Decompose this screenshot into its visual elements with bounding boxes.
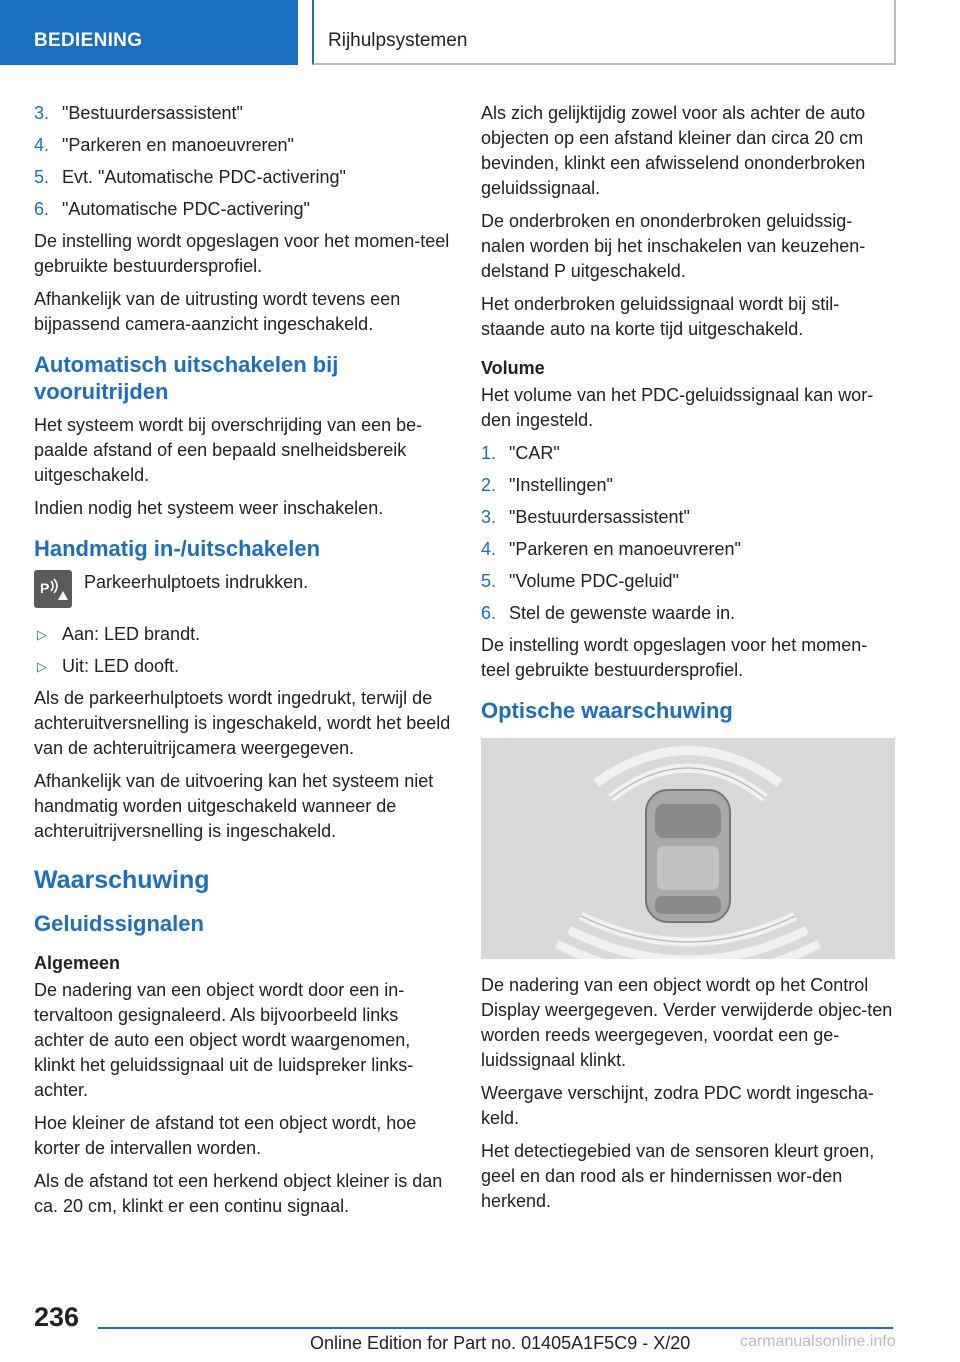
- paragraph: De nadering van een object wordt door een in-tervaltoon gesignaleerd. Als bijvoorbeeld links achter de auto een object wordt waargenomen, klinkt het geluidssignaal uit de luidspreker links-achter.: [34, 980, 414, 1100]
- heading-warning: Waarschuwing: [34, 866, 210, 894]
- left-column: [34, 101, 452, 1227]
- paragraph: Het detectiegebied van de sensoren kleurt groen, geel en dan rood als er hindernissen wor-den herkend.: [481, 1141, 875, 1211]
- key-instruction-text: Parkeerhulptoets indrukken.: [84, 572, 309, 592]
- heading-volume: Volume: [481, 358, 545, 378]
- heading-general: Algemeen: [34, 953, 121, 973]
- list-item: 4. "Parkeren en manoeuvreren": [34, 135, 294, 155]
- list-item: ▷ Aan: LED brandt.: [34, 622, 452, 647]
- heading-optical: Optische waarschuwing: [481, 698, 733, 723]
- list-item: 4. "Parkeren en manoeuvreren": [481, 539, 741, 559]
- section-tab: [0, 0, 298, 65]
- paragraph: Hoe kleiner de afstand tot een object wordt, hoe korter de intervallen worden.: [34, 1113, 417, 1158]
- paragraph: Het systeem wordt bij overschrijding van een be-paalde afstand of een bepaald snelheidsbereik uitgeschakeld.: [34, 415, 423, 485]
- edition-text: Online Edition for Part no. 01405A1F5C9 - X/20: [310, 1333, 691, 1353]
- pdc-display-figure: [481, 738, 895, 959]
- watermark: carmanualsonline.info: [740, 1333, 896, 1350]
- paragraph: Het volume van het PDC-geluidssignaal kan wor-den ingesteld.: [481, 385, 874, 430]
- heading-manual: Handmatig in-/uitschakelen: [34, 536, 321, 561]
- chapter-title: Rijhulpsystemen: [328, 30, 468, 51]
- list-item: 3. "Bestuurdersassistent": [481, 507, 690, 527]
- paragraph: De instelling wordt opgeslagen voor het momen-teel gebruikte bestuurdersprofiel.: [481, 635, 868, 680]
- triangle-right-icon: ▷: [37, 659, 47, 674]
- paragraph: Indien nodig het systeem weer inschakelen.: [34, 498, 384, 518]
- paragraph: De onderbroken en ononderbroken geluidssig-nalen worden bij het inschakelen van keuzehen-delstand P uitgeschakeld.: [481, 211, 866, 281]
- paragraph: De nadering van een object wordt op het Control Display weergegeven. Verder verwijderde objec-ten worden reeds weergegeven, voordat een ge-luidssignaal klinkt.: [481, 975, 893, 1070]
- triangle-right-icon: ▷: [37, 627, 47, 642]
- paragraph: Als zich gelijktijdig zowel voor als achter de auto objecten op een afstand kleiner dan circa 20 cm bevinden, klinkt een afwisselend ononderbroken geluidssignaal.: [481, 103, 866, 198]
- list-item: 3. "Bestuurdersassistent": [34, 103, 243, 123]
- svg-text:P: P: [40, 580, 50, 596]
- list-item: 2. "Instellingen": [481, 475, 613, 495]
- chapter-tab: [312, 0, 896, 65]
- paragraph: Als de afstand tot een herkend object kleiner is dan ca. 20 cm, klinkt er een continu signaal.: [34, 1171, 443, 1216]
- heading-auto-off: Automatisch uitschakelen bij vooruitrijden: [34, 352, 339, 404]
- paragraph: Het onderbroken geluidssignaal wordt bij stil-staande auto na korte tijd uitgeschakeld.: [481, 294, 840, 339]
- page-number: 236: [34, 1302, 80, 1332]
- key-instruction: [34, 570, 452, 608]
- heading-sound: Geluidssignalen: [34, 911, 204, 936]
- list-item: 1. "CAR": [481, 443, 560, 463]
- list-item: ▷ Uit: LED dooft.: [34, 654, 452, 679]
- right-column: [481, 101, 895, 1222]
- paragraph: De instelling wordt opgeslagen voor het momen-teel gebruikte bestuurdersprofiel.: [34, 231, 450, 276]
- paragraph: Als de parkeerhulptoets wordt ingedrukt, terwijl de achteruitversnelling is ingeschakeld, wordt het beeld van de achteruitrijcamera weergegeven.: [34, 688, 451, 758]
- parking-assist-icon: [34, 570, 72, 608]
- paragraph: Afhankelijk van de uitrusting wordt tevens een bijpassend camera-aanzicht ingeschakeld.: [34, 289, 401, 334]
- paragraph: Weergave verschijnt, zodra PDC wordt ingescha-keld.: [481, 1083, 874, 1128]
- paragraph: Afhankelijk van de uitvoering kan het systeem niet handmatig worden uitgeschakeld wanneer de achteruitrijversnelling is ingeschakeld.: [34, 771, 434, 841]
- list-item: 5. Evt. "Automatische PDC-activering": [34, 167, 346, 187]
- list-item: 5. "Volume PDC-geluid": [481, 571, 679, 591]
- list-item: 6. "Automatische PDC-activering": [34, 199, 310, 219]
- list-item: 6. Stel de gewenste waarde in.: [481, 603, 736, 623]
- section-title: BEDIENING: [34, 30, 143, 51]
- footer-divider: [98, 1327, 893, 1329]
